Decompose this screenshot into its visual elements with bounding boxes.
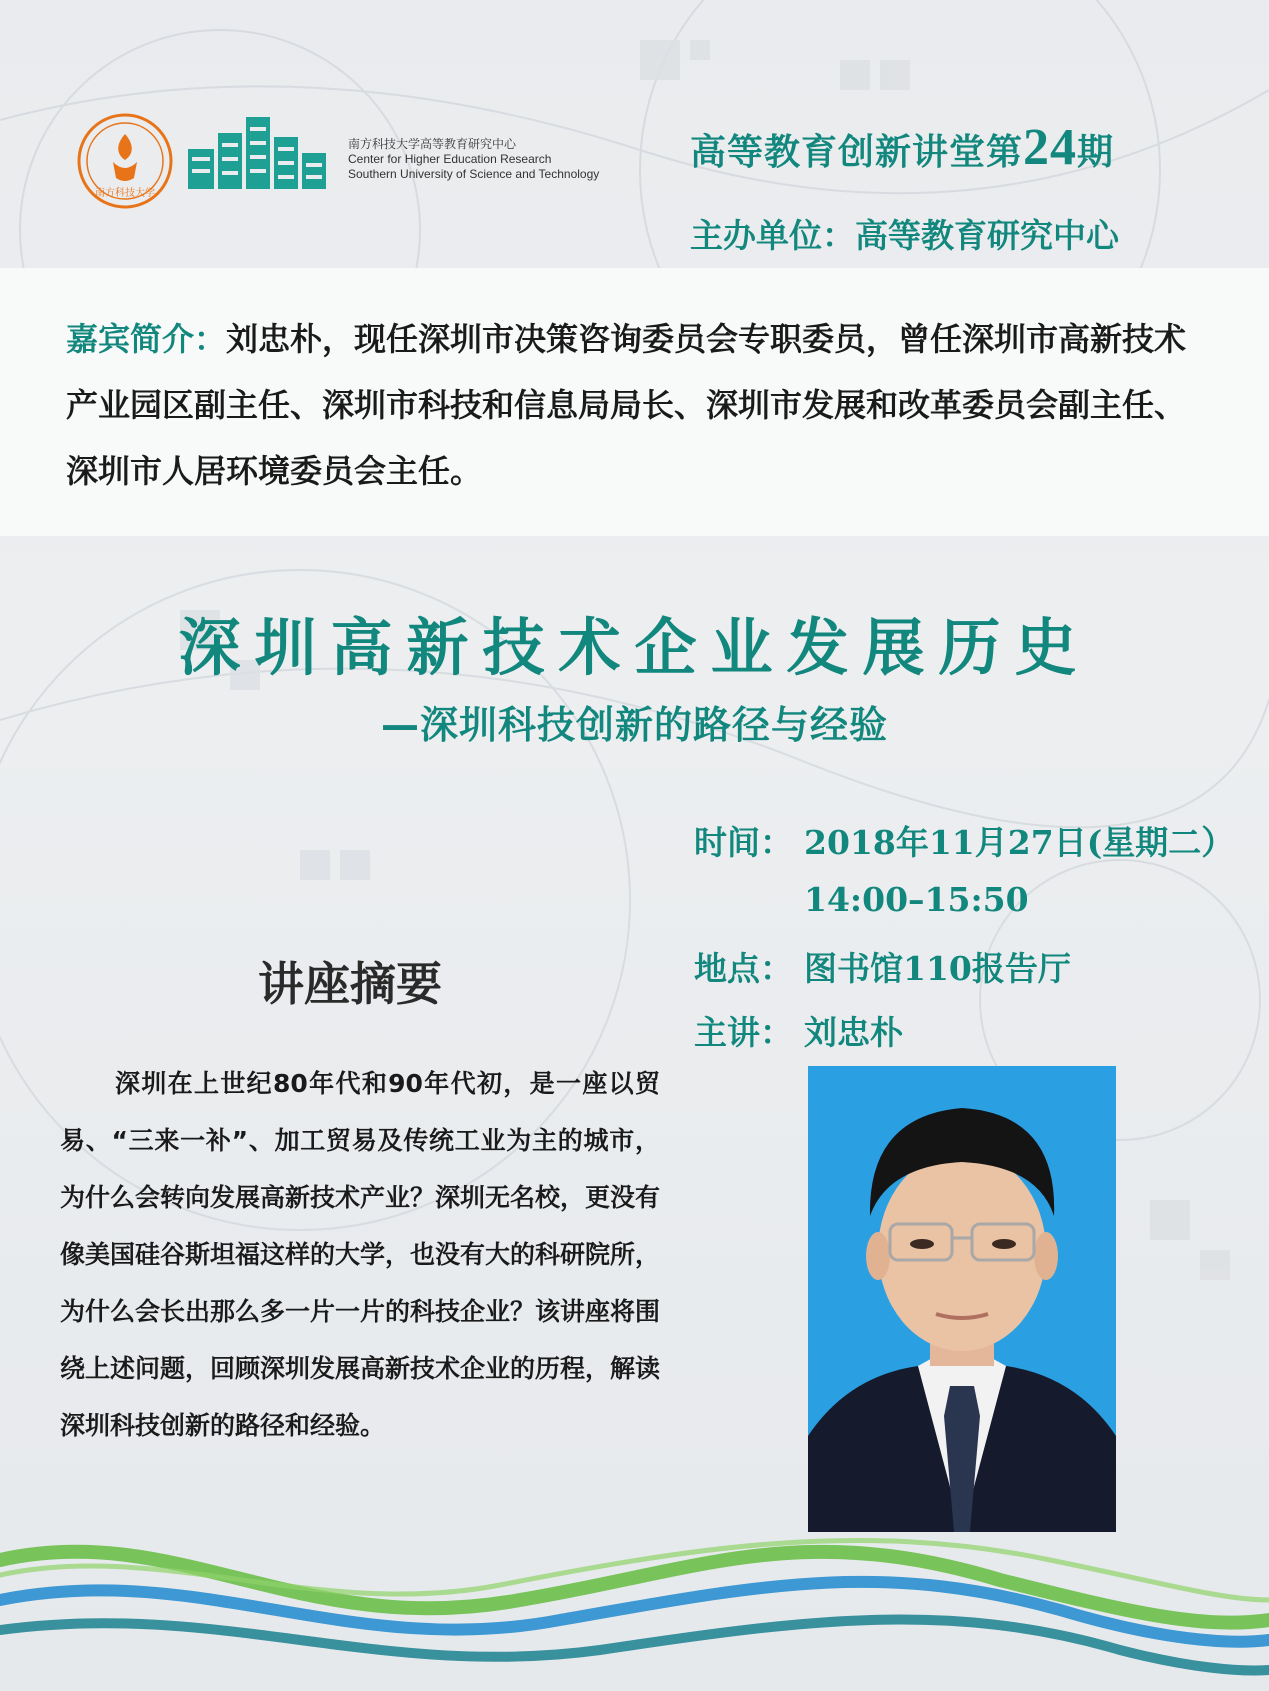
guest-intro-label: 嘉宾简介：	[66, 320, 227, 358]
speaker-value: 刘忠朴	[804, 1013, 903, 1052]
guest-intro-text: 刘忠朴，现任深圳市决策咨询委员会专职委员，曾任深圳市高新技术产业园区副主任、深圳市科技和信息局局长、深圳市发展和改革委员会副主任、深圳市人居环境委员会主任。	[66, 320, 1187, 490]
time-label: 时间：	[694, 823, 793, 862]
time-value: 2018年11月27日(星期二）	[804, 823, 1235, 862]
lecture-title: 深圳高新技术企业发展历史	[178, 611, 1091, 684]
place-row	[694, 943, 1071, 990]
lecture-series-title	[690, 118, 1114, 177]
lecture-subtitle: —深圳科技创新的路径与经验	[380, 703, 888, 747]
abstract-heading: 讲座摘要	[258, 957, 442, 1011]
series-prefix: 高等教育创新讲堂第	[690, 132, 1024, 173]
speaker-row	[694, 1007, 903, 1054]
place-value: 图书馆110报告厅	[804, 949, 1071, 988]
center-name-en-university: Southern University of Science and Technology	[348, 167, 600, 181]
sustc-logo	[76, 112, 174, 210]
time-range: 14:00–15:50	[804, 880, 1029, 919]
guest-intro	[66, 306, 1216, 504]
series-suffix: 期	[1077, 132, 1115, 173]
center-name-block	[348, 137, 599, 182]
place-label: 地点：	[694, 949, 793, 988]
speaker-label: 主讲：	[694, 1013, 793, 1052]
speaker-photo	[808, 1066, 1116, 1532]
abstract-body: 深圳在上世纪80年代和90年代初，是一座以贸易、“三来一补”、加工贸易及传统工业为主的城市，为什么会转向发展高新技术产业？深圳无名校，更没有像美国硅谷斯坦福这样的大学，也没有大的科研院所，为什么会长出那么多一片一片的科技企业？该讲座将围绕上述问题，回顾深圳发展高新技术企业的历程，解读深圳科技创新的路径和经验。	[60, 1069, 661, 1440]
cher-logo-text: CHER	[255, 189, 259, 190]
center-name-cn: 南方科技大学高等教育研究中心	[348, 137, 517, 151]
center-name-en: Center for Higher Education Research	[348, 152, 552, 166]
organizer: 主办单位：高等教育研究中心	[690, 216, 1119, 255]
sustc-logo-text: 南方科技大学	[95, 188, 155, 199]
series-number: 24	[1023, 119, 1078, 176]
time-row	[694, 817, 1234, 864]
speaker-portrait	[808, 1066, 1116, 1532]
cher-logo	[186, 113, 328, 193]
